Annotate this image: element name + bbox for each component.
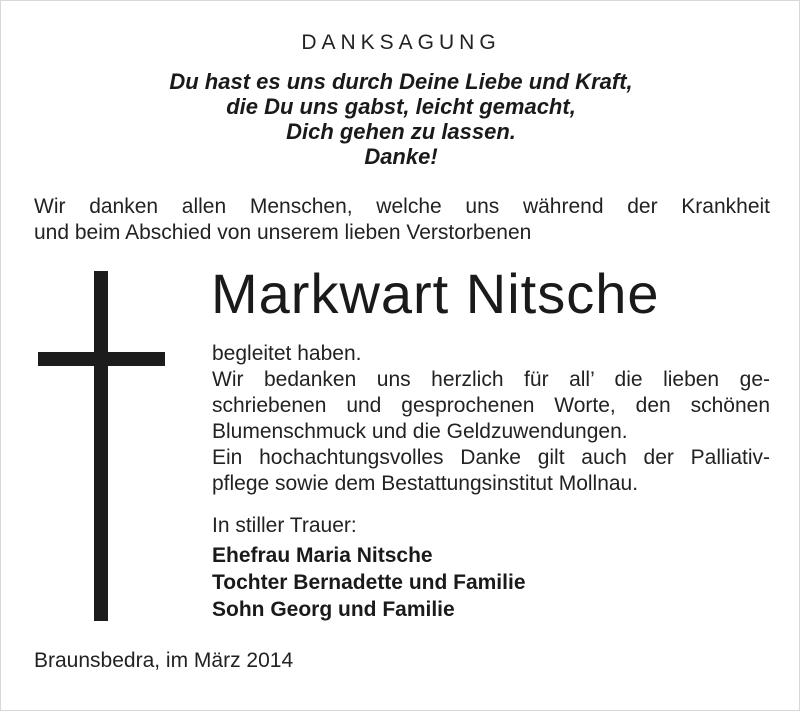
thanks-line: schriebenen und gesprochenen Worte, den schönen bbox=[212, 394, 770, 417]
intro-line: Wir danken allen Menschen, welche uns während der Krankheit bbox=[34, 195, 770, 218]
mourner-name: Ehefrau Maria Nitsche bbox=[212, 544, 433, 567]
mourner-name: Sohn Georg und Familie bbox=[212, 598, 455, 621]
poem-verse bbox=[1, 69, 800, 169]
thanks-line: Blumenschmuck und die Geldzuwendungen. bbox=[212, 420, 628, 443]
cross-horizontal-bar bbox=[38, 352, 165, 366]
cross-vertical-bar bbox=[94, 271, 108, 621]
poem-line: die Du uns gabst, leicht gemacht, bbox=[226, 94, 576, 119]
thanks-paragraph bbox=[212, 341, 770, 497]
thanks-line: Ein hochachtungsvolles Danke gilt auch der Palliativ- bbox=[212, 446, 770, 469]
place-date-footer: Braunsbedra, im März 2014 bbox=[34, 649, 294, 672]
deceased-name: Markwart Nitsche bbox=[211, 262, 660, 325]
poem-line: Du hast es uns durch Deine Liebe und Kraft, bbox=[169, 69, 633, 94]
mourners-label: In stiller Trauer: bbox=[212, 514, 357, 537]
intro-line: und beim Abschied von unserem lieben Verstorbenen bbox=[34, 221, 532, 244]
poem-line: Danke! bbox=[364, 144, 438, 169]
thanks-line: pflege sowie dem Bestattungsinstitut Mollnau. bbox=[212, 472, 639, 495]
mourner-name: Tochter Bernadette und Familie bbox=[212, 571, 526, 594]
poem-line: Dich gehen zu lassen. bbox=[286, 119, 516, 144]
notice-heading: DANKSAGUNG bbox=[301, 31, 501, 54]
thanks-line: Wir bedanken uns herzlich für all’ die lieben ge- bbox=[212, 368, 770, 391]
thanks-line: begleitet haben. bbox=[212, 342, 362, 365]
mourners-list bbox=[212, 542, 526, 623]
intro-paragraph bbox=[34, 194, 770, 246]
